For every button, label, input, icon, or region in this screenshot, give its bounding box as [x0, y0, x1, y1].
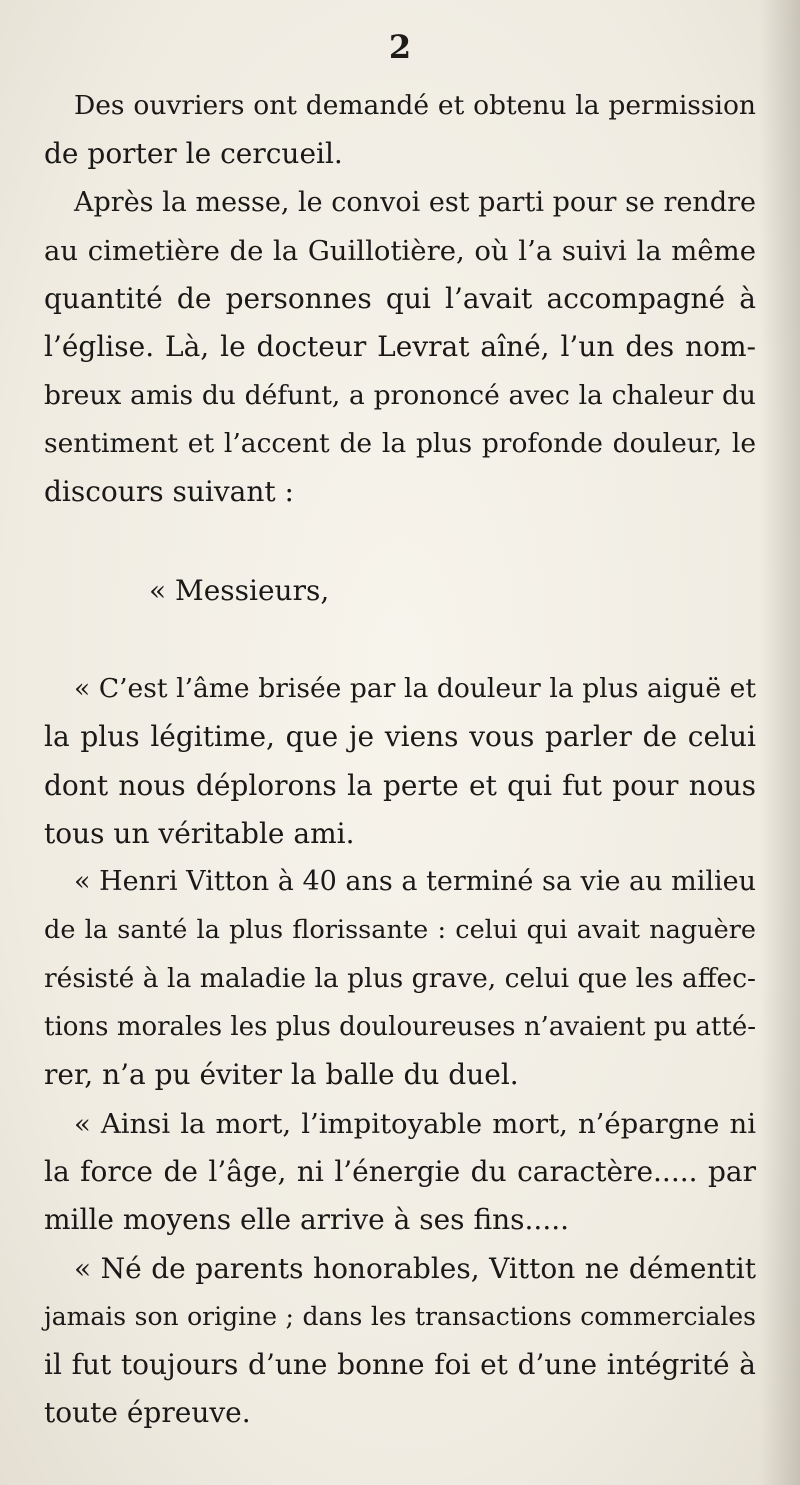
body-text: [44, 82, 756, 1438]
text-line: de la santé la plus florissante : celui qui avait naguère: [44, 915, 756, 946]
text-line: Des ouvriers ont demandé et obtenu la permission: [74, 90, 756, 121]
text-line: tions morales les plus douloureuses n’avaient pu atté-: [44, 1012, 756, 1043]
text-line: breux amis du défunt, a prononcé avec la chaleur du: [44, 379, 756, 411]
text-line: de porter le cercueil.: [44, 137, 343, 171]
text-line: mille moyens elle arrive à ses fins.....: [44, 1203, 570, 1237]
text-line: l’église. Là, le docteur Levrat aîné, l’un des nom-: [44, 330, 756, 364]
page-number: 2: [388, 28, 412, 66]
text-line: rer, n’a pu éviter la balle du duel.: [44, 1058, 519, 1092]
text-line: « Messieurs,: [149, 573, 330, 607]
page-edge-shadow: [760, 0, 800, 1485]
text-line: résisté à la maladie la plus grave, celui que les affec-: [44, 962, 756, 994]
text-line: toute épreuve.: [44, 1396, 251, 1430]
text-line: au cimetière de la Guillotière, où l’a suivi la même: [44, 234, 756, 267]
text-line: il fut toujours d’une bonne foi et d’une intégrité à: [44, 1348, 756, 1382]
text-line: la plus légitime, que je viens vous parler de celui: [44, 720, 756, 754]
text-line: discours suivant :: [44, 475, 294, 509]
text-line: jamais son origine ; dans les transactions commerciales: [44, 1301, 756, 1331]
text-line: dont nous déplorons la perte et qui fut pour nous: [44, 768, 756, 802]
text-line: « C’est l’âme brisée par la douleur la plus aiguë et: [74, 672, 756, 704]
text-line: sentiment et l’accent de la plus profonde douleur, le: [44, 428, 756, 460]
text-line: quantité de personnes qui l’avait accompagné à: [44, 282, 756, 316]
line-gap: [44, 615, 756, 665]
text-line: « Ainsi la mort, l’impitoyable mort, n’épargne ni: [74, 1107, 756, 1140]
text-line: tous un véritable ami.: [44, 816, 355, 850]
text-line: Après la messe, le convoi est parti pour se rendre: [74, 186, 756, 218]
text-line: la force de l’âge, ni l’énergie du caractère..... par: [44, 1154, 756, 1188]
line-gap: [44, 517, 756, 567]
text-line: « Né de parents honorables, Vitton ne démentit: [74, 1251, 756, 1285]
text-line: « Henri Vitton à 40 ans a terminé sa vie au milieu: [74, 866, 756, 898]
